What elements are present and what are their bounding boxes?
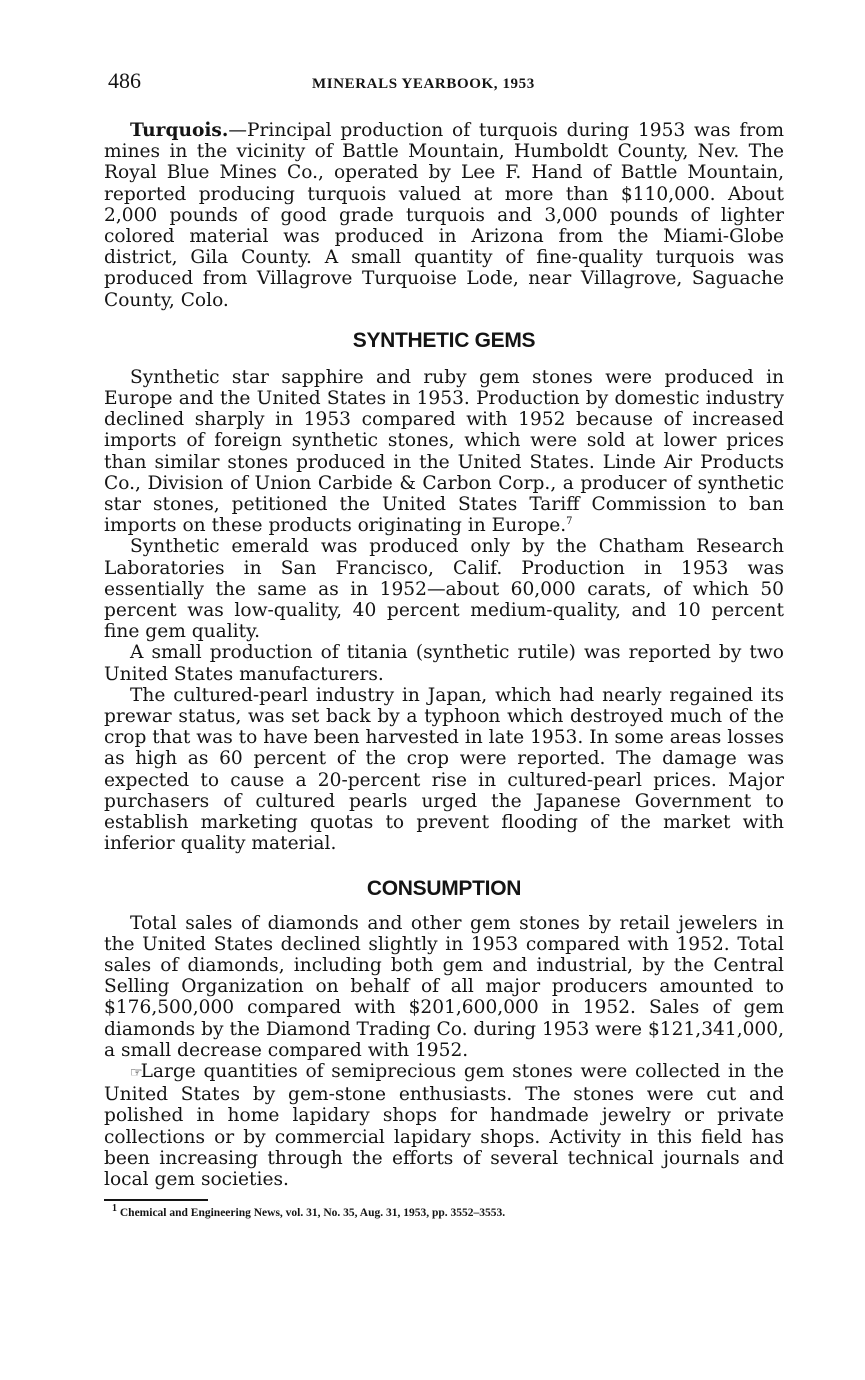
running-title: MINERALS YEARBOOK, 1953 bbox=[312, 76, 535, 92]
page-number: 486 bbox=[108, 68, 141, 93]
footnote-divider bbox=[104, 1199, 208, 1201]
turquois-text: —Principal production of turquois during 1953 was from mines in the vicinity of Battle Mountain, Humboldt County, Nev. The Royal Blue Mines Co., operated by Lee F. Hand of Battle Mountain, reported producing turquois valued at more than $110,000. About 2,000 pounds of good grade turquois and 3,000 pounds of lighter colored material was produced in Arizona from the Miami-Globe district, Gila County. A small quantity of fine-quality turquois was produced from Villagrove Turquoise Lode, near Villagrove, Saguache County, Colo. bbox=[104, 120, 784, 311]
consumption-paragraph-2 bbox=[104, 1061, 784, 1190]
synthetic-gems-heading: SYNTHETIC GEMS bbox=[352, 328, 536, 352]
turquois-paragraph bbox=[104, 120, 784, 311]
consumption-paragraph-2-text: Large quantities of semiprecious gem stones were collected in the United States by gem-stone enthusiasts. The stones were cut and polished in home lapidary shops for handmade jewelry or private collections or by commercial lapidary shops. Activity in this field has been increasing through the efforts of several technical journals and local gem societies. bbox=[104, 1060, 784, 1190]
synthetic-paragraph-1 bbox=[104, 367, 784, 537]
footnote-marker: 1 bbox=[112, 1203, 117, 1215]
running-header bbox=[104, 66, 784, 100]
footnote-reference: 7 bbox=[566, 516, 573, 528]
document-page bbox=[104, 66, 784, 1219]
consumption-paragraph-1: Total sales of diamonds and other gem stones by retail jewelers in the United States declined slightly in 1953 compared with 1952. Total sales of diamonds, including both gem and industrial, by the Central Selling Organization on behalf of all major producers amounted to $176,500,000 compared with $201,600,000 in 1952. Sales of gem diamonds by the Diamond Trading Co. during 1953 were $121,341,000, a small decrease compared with 1952. bbox=[104, 912, 784, 1061]
synthetic-paragraph-4: The cultured-pearl industry in Japan, which had nearly regained its prewar status, was set back by a typhoon which destroyed much of the crop that was to have been harvested in late 1953. In some areas losses as high as 60 percent of the crop were reported. The damage was expected to cause a 20-percent rise in cultured-pearl prices. Major purchasers of cultured pearls urged the Japanese Government to establish marketing quotas to prevent flooding of the market with inferior quality material. bbox=[104, 684, 785, 855]
synthetic-paragraph-1-text: Synthetic star sapphire and ruby gem stones were produced in Europe and the United States in 1953. Production by domestic industry declined sharply in 1953 compared with 1952 because of increased imports of foreign synthetic stones, which were sold at lower prices than similar stones produced in the United States. Linde Air Products Co., Division of Union Carbide & Carbon Corp., a producer of synthetic star stones, petitioned the United States Tariff Commission to ban imports on these products originating in Europe. bbox=[104, 366, 784, 537]
turquois-run-in-heading: Turquois. bbox=[130, 120, 229, 141]
synthetic-paragraph-3: A small production of titania (synthetic rutile) was reported by two United States manufacturers. bbox=[104, 642, 784, 685]
footnote-text: Chemical and Engineering News, vol. 31, No. 35, Aug. 31, 1953, pp. 3552–3553. bbox=[119, 1207, 506, 1220]
synthetic-paragraph-2: Synthetic emerald was produced only by the Chatham Research Laboratories in San Francisco, Calif. Production in 1953 was essentially the same as in 1952—about 60,000 carats, of which 50 percent was low-quality, 40 percent medium-quality, and 10 percent fine gem quality. bbox=[104, 536, 784, 643]
footnote bbox=[104, 1203, 784, 1220]
consumption-heading: CONSUMPTION bbox=[366, 876, 522, 900]
hand-pointer-icon: ☞ bbox=[130, 1064, 141, 1081]
